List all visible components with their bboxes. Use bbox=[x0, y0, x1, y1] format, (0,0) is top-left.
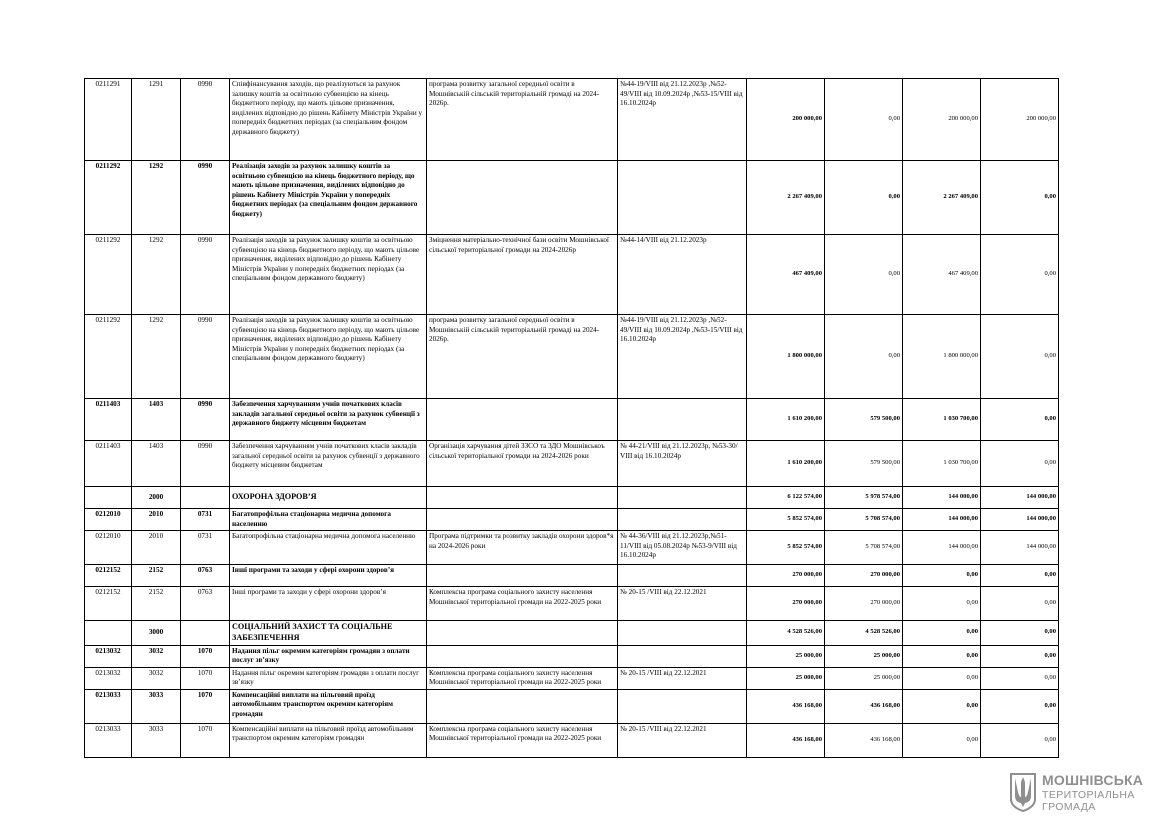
decision-number-cell bbox=[618, 621, 747, 646]
general-fund-amount-cell: 0,00 bbox=[825, 235, 903, 315]
program-name-cell bbox=[427, 645, 618, 667]
general-fund-amount-cell: 270 000,00 bbox=[825, 587, 903, 621]
development-budget-amount-cell: 0,00 bbox=[981, 399, 1059, 441]
decision-number-cell: № 20-15 /VIII від 22.12.2021 bbox=[618, 667, 747, 689]
development-budget-amount-cell: 200 000,00 bbox=[981, 79, 1059, 161]
total-amount-cell: 467 409,00 bbox=[747, 235, 825, 315]
tryzub-icon bbox=[1010, 772, 1036, 812]
fkvk-code-cell: 0990 bbox=[181, 441, 230, 487]
special-fund-amount-cell: 200 000,00 bbox=[903, 79, 981, 161]
function-code-cell: 2010 bbox=[132, 509, 181, 531]
function-code-cell: 1292 bbox=[132, 161, 181, 235]
development-budget-amount-cell: 0,00 bbox=[981, 621, 1059, 646]
program-name-cell bbox=[427, 161, 618, 235]
program-name-cell: Організація харчування дітей ЗЗСО та ЗДО Мошнівськоъ сільської територіальної громади на 2024-2026 роки bbox=[427, 441, 618, 487]
decision-number-cell: № 44-21/VIII від 21.12.2023р, №53-30/ VIII від 16.10.2024р bbox=[618, 441, 747, 487]
total-amount-cell: 436 168,00 bbox=[747, 723, 825, 757]
total-amount-cell: 4 528 526,00 bbox=[747, 621, 825, 646]
program-code-cell: 0211403 bbox=[85, 441, 132, 487]
fkvk-code-cell: 1070 bbox=[181, 689, 230, 723]
program-name-cell: програма розвитку загальної середньої освіти в Мошнівській сільській територіальній громаді на 2024-2026р. bbox=[427, 79, 618, 161]
total-amount-cell: 200 000,00 bbox=[747, 79, 825, 161]
decision-number-cell: № 20-15 /VIII від 22.12.2021 bbox=[618, 723, 747, 757]
program-name-cell: Комплексна програма соціального захисту населення Мошнівської територіальної громади на 2022-2025 роки bbox=[427, 723, 618, 757]
decision-number-cell: № 44-36/VIII від 21.12.2023р,№51-11/VIII від 05.08.2024р №53-9/VIII від 16.10.2024р bbox=[618, 531, 747, 565]
fkvk-code-cell: 0731 bbox=[181, 531, 230, 565]
fkvk-code-cell: 0731 bbox=[181, 509, 230, 531]
general-fund-amount-cell: 25 000,00 bbox=[825, 645, 903, 667]
special-fund-amount-cell: 144 000,00 bbox=[903, 487, 981, 509]
general-fund-amount-cell: 5 708 574,00 bbox=[825, 509, 903, 531]
watermark-line-3: ГРОМАДА bbox=[1042, 801, 1096, 813]
function-code-cell: 2010 bbox=[132, 531, 181, 565]
development-budget-amount-cell: 144 000,00 bbox=[981, 531, 1059, 565]
function-code-cell: 2152 bbox=[132, 565, 181, 587]
program-name-cell bbox=[427, 689, 618, 723]
fkvk-code-cell bbox=[181, 487, 230, 509]
fkvk-code-cell: 1070 bbox=[181, 667, 230, 689]
measure-name-cell: Реалізація заходів за рахунок залишку коштів за освітньою субвенцією на кінець бюджетного періоду, що мають цільове призначення, виділених відповідно до рішень Кабінету Міністрів України у попередніх бюджетних періодах (за спеціальним фондом державного бюджету) bbox=[230, 161, 427, 235]
function-code-cell: 1292 bbox=[132, 235, 181, 315]
measure-name-cell: Надання пільг окремим категоріям громадян з оплати послуг зв’язку bbox=[230, 645, 427, 667]
general-fund-amount-cell: 579 500,00 bbox=[825, 441, 903, 487]
function-code-cell: 3032 bbox=[132, 645, 181, 667]
decision-number-cell: №44-19/VIII від 21.12.2023р ,№52-49/VIII від 10.09.2024р ,№53-15/VIII від 16.10.2024р bbox=[618, 315, 747, 399]
table-row bbox=[85, 235, 1059, 315]
fkvk-code-cell: 0763 bbox=[181, 565, 230, 587]
measure-name-cell: Забезпечення харчуванням учнів початкових класів закладів загальної середньої освіти за рахунок субвенції з державного бюджету місцевим бюджетам bbox=[230, 441, 427, 487]
development-budget-amount-cell: 144 000,00 bbox=[981, 509, 1059, 531]
fkvk-code-cell bbox=[181, 621, 230, 646]
measure-name-cell: Багатопрофільна стаціонарна медична допомога населенню bbox=[230, 509, 427, 531]
measure-name-cell: Забезпечення харчуванням учнів початкових класів закладів загальної середньої освіти за рахунок субвенції з державного бюджету місцевим бюджетам bbox=[230, 399, 427, 441]
program-name-cell bbox=[427, 399, 618, 441]
total-amount-cell: 436 168,00 bbox=[747, 689, 825, 723]
special-fund-amount-cell: 144 000,00 bbox=[903, 531, 981, 565]
total-amount-cell: 25 000,00 bbox=[747, 645, 825, 667]
total-amount-cell: 1 610 200,00 bbox=[747, 441, 825, 487]
fkvk-code-cell: 0763 bbox=[181, 587, 230, 621]
general-fund-amount-cell: 5 708 574,00 bbox=[825, 531, 903, 565]
special-fund-amount-cell: 0,00 bbox=[903, 689, 981, 723]
program-name-cell: Комплексна програма соціального захисту населення Мошнівської територіальної громади на 2022-2025 роки bbox=[427, 587, 618, 621]
table-row bbox=[85, 441, 1059, 487]
general-fund-amount-cell: 5 978 574,00 bbox=[825, 487, 903, 509]
development-budget-amount-cell: 144 000,00 bbox=[981, 487, 1059, 509]
function-code-cell: 2000 bbox=[132, 487, 181, 509]
general-fund-amount-cell: 0,00 bbox=[825, 315, 903, 399]
development-budget-amount-cell: 0,00 bbox=[981, 667, 1059, 689]
development-budget-amount-cell: 0,00 bbox=[981, 235, 1059, 315]
watermark-line-1: МОШНІВСЬКА bbox=[1042, 772, 1144, 788]
function-code-cell: 1403 bbox=[132, 441, 181, 487]
general-fund-amount-cell: 0,00 bbox=[825, 79, 903, 161]
measure-name-cell: Співфінансування заходів, що реалізуються за рахунок залишку коштів за освітньою субвенцією на кінець бюджетного періоду, що мають цільове призначення, виділених відповідно до рішень Кабінету Міністрів України у попередніх бюджетних періодах (за спеціальним фондом державного бюджету) bbox=[230, 79, 427, 161]
program-code-cell: 0211292 bbox=[85, 235, 132, 315]
special-fund-amount-cell: 0,00 bbox=[903, 645, 981, 667]
program-code-cell: 0213033 bbox=[85, 689, 132, 723]
fkvk-code-cell: 0990 bbox=[181, 79, 230, 161]
measure-name-cell: Інші програми та заходи у сфері охорони здоров’я bbox=[230, 587, 427, 621]
measure-name-cell: Інші програми та заходи у сфері охорони здоров’я bbox=[230, 565, 427, 587]
table-row bbox=[85, 587, 1059, 621]
program-code-cell: 0213032 bbox=[85, 667, 132, 689]
special-fund-amount-cell: 1 030 700,00 bbox=[903, 441, 981, 487]
measure-name-cell: Реалізація заходів за рахунок залишку коштів за освітньою субвенцією на кінець бюджетного періоду, що мають цільове призначення, виділених відповідно до рішень Кабінету Міністрів України у попередніх бюджетних періодах (за спеціальним фондом державного бюджету) bbox=[230, 235, 427, 315]
development-budget-amount-cell: 0,00 bbox=[981, 645, 1059, 667]
general-fund-amount-cell: 25 000,00 bbox=[825, 667, 903, 689]
program-code-cell bbox=[85, 487, 132, 509]
development-budget-amount-cell: 0,00 bbox=[981, 161, 1059, 235]
fkvk-code-cell: 0990 bbox=[181, 315, 230, 399]
special-fund-amount-cell: 0,00 bbox=[903, 565, 981, 587]
special-fund-amount-cell: 0,00 bbox=[903, 621, 981, 646]
development-budget-amount-cell: 0,00 bbox=[981, 689, 1059, 723]
program-name-cell bbox=[427, 509, 618, 531]
program-code-cell: 0213032 bbox=[85, 645, 132, 667]
program-name-cell: Зміцнення матеріально-технічної бази освіти Мошнівської сільської територіальної громади на 2024-2026р bbox=[427, 235, 618, 315]
special-fund-amount-cell: 467 409,00 bbox=[903, 235, 981, 315]
program-name-cell bbox=[427, 621, 618, 646]
total-amount-cell: 1 610 200,00 bbox=[747, 399, 825, 441]
program-name-cell: Програма підтримки та розвитку закладів охорони здоров*я на 2024-2026 роки bbox=[427, 531, 618, 565]
decision-number-cell: №44-14/VIII від 21.12.2023р bbox=[618, 235, 747, 315]
special-fund-amount-cell: 1 030 700,00 bbox=[903, 399, 981, 441]
table-row bbox=[85, 667, 1059, 689]
total-amount-cell: 6 122 574,00 bbox=[747, 487, 825, 509]
table-row bbox=[85, 315, 1059, 399]
program-code-cell: 0212010 bbox=[85, 531, 132, 565]
decision-number-cell bbox=[618, 645, 747, 667]
function-code-cell: 3033 bbox=[132, 723, 181, 757]
special-fund-amount-cell: 144 000,00 bbox=[903, 509, 981, 531]
decision-number-cell bbox=[618, 689, 747, 723]
total-amount-cell: 2 267 409,00 bbox=[747, 161, 825, 235]
general-fund-amount-cell: 579 500,00 bbox=[825, 399, 903, 441]
program-code-cell: 0213033 bbox=[85, 723, 132, 757]
fkvk-code-cell: 1070 bbox=[181, 645, 230, 667]
decision-number-cell bbox=[618, 565, 747, 587]
program-code-cell: 0211291 bbox=[85, 79, 132, 161]
program-name-cell: Комплексна програма соціального захисту населення Мошнівської територіальної громади на 2022-2025 роки bbox=[427, 667, 618, 689]
table-row bbox=[85, 565, 1059, 587]
table-row bbox=[85, 689, 1059, 723]
program-code-cell bbox=[85, 621, 132, 646]
fkvk-code-cell: 0990 bbox=[181, 161, 230, 235]
decision-number-cell bbox=[618, 487, 747, 509]
program-code-cell: 0211292 bbox=[85, 161, 132, 235]
decision-number-cell: №44-19/VIII від 21.12.2023р ,№52-49/VIII від 10.09.2024р ,№53-15/VIII від 16.10.2024р bbox=[618, 79, 747, 161]
total-amount-cell: 25 000,00 bbox=[747, 667, 825, 689]
table-row bbox=[85, 79, 1059, 161]
general-fund-amount-cell: 436 168,00 bbox=[825, 723, 903, 757]
special-fund-amount-cell: 0,00 bbox=[903, 667, 981, 689]
function-code-cell: 3032 bbox=[132, 667, 181, 689]
section-row bbox=[85, 621, 1059, 646]
watermark-line-2: ТЕРИТОРІАЛЬНА bbox=[1042, 789, 1135, 801]
total-amount-cell: 270 000,00 bbox=[747, 565, 825, 587]
measure-name-cell: Реалізація заходів за рахунок залишку коштів за освітньою субвенцією на кінець бюджетного періоду, що мають цільове призначення, виділених відповідно до рішень Кабінету Міністрів України у попередніх бюджетних періодах (за спеціальним фондом державного бюджету) bbox=[230, 315, 427, 399]
general-fund-amount-cell: 0,00 bbox=[825, 161, 903, 235]
table-row bbox=[85, 531, 1059, 565]
decision-number-cell bbox=[618, 161, 747, 235]
community-watermark bbox=[1010, 772, 1160, 816]
function-code-cell: 1291 bbox=[132, 79, 181, 161]
program-code-cell: 0212152 bbox=[85, 587, 132, 621]
total-amount-cell: 5 852 574,00 bbox=[747, 531, 825, 565]
decision-number-cell bbox=[618, 509, 747, 531]
function-code-cell: 1403 bbox=[132, 399, 181, 441]
function-code-cell: 3033 bbox=[132, 689, 181, 723]
decision-number-cell: № 20-15 /VIII від 22.12.2021 bbox=[618, 587, 747, 621]
decision-number-cell bbox=[618, 399, 747, 441]
development-budget-amount-cell: 0,00 bbox=[981, 723, 1059, 757]
function-code-cell: 2152 bbox=[132, 587, 181, 621]
program-code-cell: 0212010 bbox=[85, 509, 132, 531]
special-fund-amount-cell: 2 267 409,00 bbox=[903, 161, 981, 235]
fkvk-code-cell: 0990 bbox=[181, 399, 230, 441]
total-amount-cell: 270 000,00 bbox=[747, 587, 825, 621]
table-row bbox=[85, 161, 1059, 235]
special-fund-amount-cell: 0,00 bbox=[903, 587, 981, 621]
special-fund-amount-cell: 1 800 000,00 bbox=[903, 315, 981, 399]
table-row bbox=[85, 645, 1059, 667]
program-name-cell bbox=[427, 565, 618, 587]
function-code-cell: 3000 bbox=[132, 621, 181, 646]
function-code-cell: 1292 bbox=[132, 315, 181, 399]
measure-name-cell: Компенсаційні виплати на пільговий проїзд автомобільним транспортом окремим категоріям громадян bbox=[230, 689, 427, 723]
table-row bbox=[85, 509, 1059, 531]
special-fund-amount-cell: 0,00 bbox=[903, 723, 981, 757]
measure-name-cell: Надання пільг окремим категоріям громадян з оплати послуг зв’язку bbox=[230, 667, 427, 689]
general-fund-amount-cell: 4 528 526,00 bbox=[825, 621, 903, 646]
measure-name-cell: Компенсаційні виплати на пільговий проїзд автомобільним транспортом окремим категоріям громадян bbox=[230, 723, 427, 757]
general-fund-amount-cell: 270 000,00 bbox=[825, 565, 903, 587]
fkvk-code-cell: 1070 bbox=[181, 723, 230, 757]
section-row bbox=[85, 487, 1059, 509]
development-budget-amount-cell: 0,00 bbox=[981, 587, 1059, 621]
general-fund-amount-cell: 436 168,00 bbox=[825, 689, 903, 723]
measure-name-cell: ОХОРОНА ЗДОРОВ’Я bbox=[230, 487, 427, 509]
measure-name-cell: СОЦІАЛЬНИЙ ЗАХИСТ ТА СОЦІАЛЬНЕ ЗАБЕЗПЕЧЕННЯ bbox=[230, 621, 427, 646]
program-code-cell: 0211292 bbox=[85, 315, 132, 399]
total-amount-cell: 1 800 000,00 bbox=[747, 315, 825, 399]
total-amount-cell: 5 852 574,00 bbox=[747, 509, 825, 531]
budget-table bbox=[84, 78, 1059, 758]
program-code-cell: 0212152 bbox=[85, 565, 132, 587]
development-budget-amount-cell: 0,00 bbox=[981, 315, 1059, 399]
measure-name-cell: Багатопрофільна стаціонарна медична допомога населенню bbox=[230, 531, 427, 565]
fkvk-code-cell: 0990 bbox=[181, 235, 230, 315]
program-code-cell: 0211403 bbox=[85, 399, 132, 441]
program-name-cell: програма розвитку загальної середньої освіти в Мошнівській сільській територіальній громаді на 2024-2026р. bbox=[427, 315, 618, 399]
table-row bbox=[85, 723, 1059, 757]
development-budget-amount-cell: 0,00 bbox=[981, 441, 1059, 487]
table-row bbox=[85, 399, 1059, 441]
development-budget-amount-cell: 0,00 bbox=[981, 565, 1059, 587]
program-name-cell bbox=[427, 487, 618, 509]
